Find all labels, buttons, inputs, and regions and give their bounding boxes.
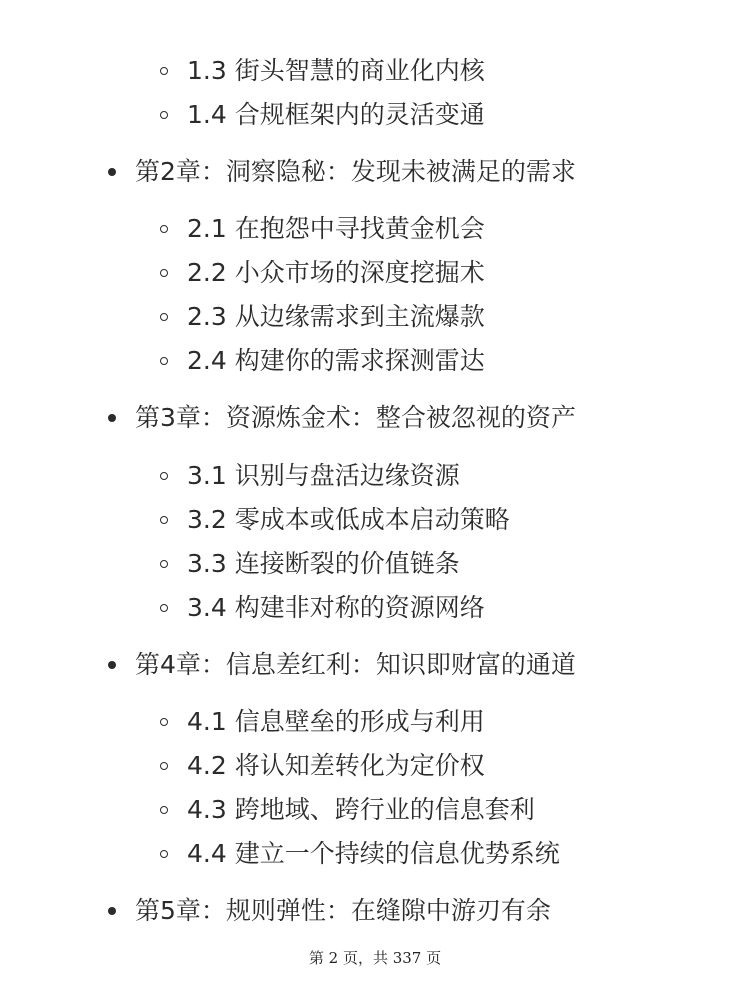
toc-section-label: 3.1 识别与盘活边缘资源 — [187, 461, 460, 490]
circle-bullet-icon — [160, 850, 168, 858]
toc-section-label: 4.1 信息壁垒的形成与利用 — [187, 707, 485, 736]
toc-chapter-item — [108, 650, 576, 680]
circle-bullet-icon — [160, 472, 168, 480]
toc-section-item — [160, 505, 510, 535]
toc-section-label: 3.2 零成本或低成本启动策略 — [187, 505, 510, 534]
toc-section-label: 2.3 从边缘需求到主流爆款 — [187, 302, 485, 331]
disc-bullet-icon — [108, 168, 116, 176]
toc-section-item — [160, 214, 485, 244]
toc-section-label: 2.2 小众市场的深度挖掘术 — [187, 258, 485, 287]
circle-bullet-icon — [160, 806, 168, 814]
toc-section-label: 2.1 在抱怨中寻找黄金机会 — [187, 214, 485, 243]
toc-chapter-label: 第3章：资源炼金术：整合被忽视的资产 — [135, 403, 576, 432]
circle-bullet-icon — [160, 225, 168, 233]
circle-bullet-icon — [160, 718, 168, 726]
toc-section-label: 1.3 街头智慧的商业化内核 — [187, 56, 485, 85]
toc-section-item — [160, 302, 485, 332]
toc-chapter-label: 第2章：洞察隐秘：发现未被满足的需求 — [135, 157, 576, 186]
circle-bullet-icon — [160, 604, 168, 612]
circle-bullet-icon — [160, 111, 168, 119]
circle-bullet-icon — [160, 560, 168, 568]
toc-section-item — [160, 751, 485, 781]
toc-chapter-item — [108, 403, 576, 433]
toc-chapter-label: 第5章：规则弹性：在缝隙中游刃有余 — [135, 896, 551, 925]
disc-bullet-icon — [108, 661, 116, 669]
toc-section-label: 4.2 将认知差转化为定价权 — [187, 751, 485, 780]
page-number-footer: 第 2 页，共 337 页 — [308, 949, 442, 967]
toc-section-item — [160, 795, 535, 825]
circle-bullet-icon — [160, 67, 168, 75]
toc-section-item — [160, 100, 485, 130]
toc-section-item — [160, 707, 485, 737]
toc-section-item — [160, 839, 560, 869]
toc-chapter-label: 第4章：信息差红利：知识即财富的通道 — [135, 650, 576, 679]
toc-section-item — [160, 593, 485, 623]
toc-section-label: 1.4 合规框架内的灵活变通 — [187, 100, 485, 129]
circle-bullet-icon — [160, 269, 168, 277]
toc-section-label: 2.4 构建你的需求探测雷达 — [187, 346, 485, 375]
circle-bullet-icon — [160, 762, 168, 770]
toc-section-label: 3.3 连接断裂的价值链条 — [187, 549, 460, 578]
toc-section-item — [160, 56, 485, 86]
disc-bullet-icon — [108, 907, 116, 915]
disc-bullet-icon — [108, 414, 116, 422]
circle-bullet-icon — [160, 357, 168, 365]
toc-section-item — [160, 549, 460, 579]
toc-section-item — [160, 346, 485, 376]
circle-bullet-icon — [160, 516, 168, 524]
toc-section-label: 4.3 跨地域、跨行业的信息套利 — [187, 795, 535, 824]
toc-section-label: 4.4 建立一个持续的信息优势系统 — [187, 839, 560, 868]
toc-section-item — [160, 258, 485, 288]
circle-bullet-icon — [160, 313, 168, 321]
toc-section-label: 3.4 构建非对称的资源网络 — [187, 593, 485, 622]
toc-chapter-item — [108, 157, 576, 187]
toc-chapter-item — [108, 896, 551, 926]
toc-section-item — [160, 461, 460, 491]
